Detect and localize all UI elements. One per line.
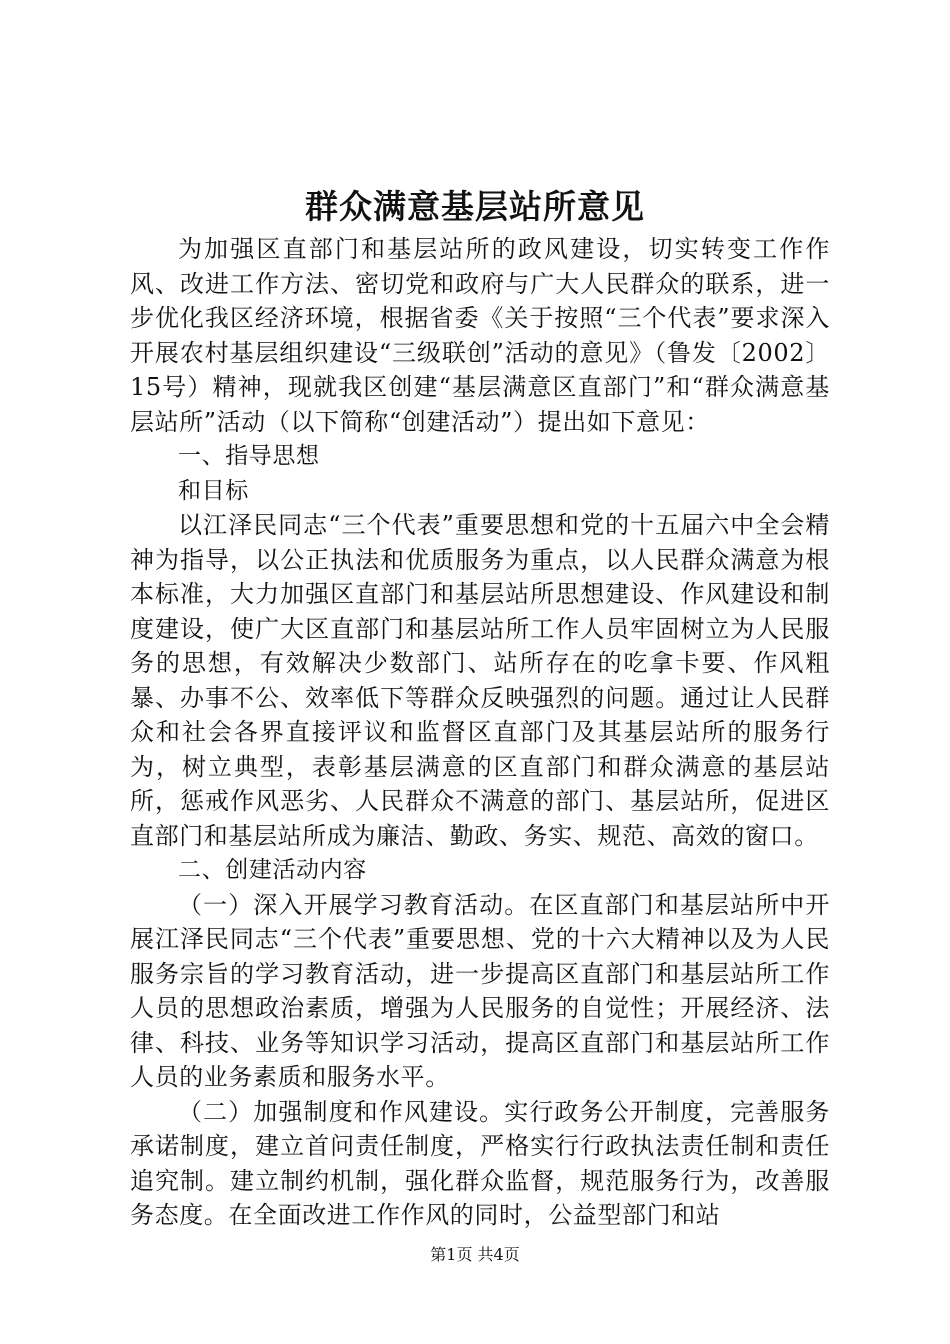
intro-paragraph: 为加强区直部门和基层站所的政风建设，切实转变工作作风、改进工作方法、密切党和政府与广大人民群众的联系，进一步优化我区经济环境，根据省委《关于按照“三个代表”要求深入开展农村基层组织建设“三级联创”活动的意见》（鲁发〔2002〕15号）精神，现就我区创建“基层满意区直部门”和“群众满意基层站所”活动（以下简称“创建活动”）提出如下意见： [130,235,830,436]
section-heading-activity-content: 二、创建活动内容 [178,857,367,883]
guiding-ideology-paragraph: 以江泽民同志“三个代表”重要思想和党的十五届六中全会精神为指导，以公正执法和优质服务为重点，以人民群众满意为根本标准，大力加强区直部门和基层站所思想建设、作风建设和制度建设，使广大区直部门和基层站所工作人员牢固树立为人民服务的思想，有效解决少数部门、站所存在的吃拿卡要、作风粗暴、办事不公、效率低下等群众反映强烈的问题。通过让人民群众和社会各界直接评议和监督区直部门及其基层站所的服务行为，树立典型，表彰基层满意的区直部门和群众满意的基层站所，惩戒作风恶劣、人民群众不满意的部门、基层站所，促进区直部门和基层站所成为廉洁、勤政、务实、规范、高效的窗口。 [130,511,830,850]
study-education-paragraph: （一）深入开展学习教育活动。在区直部门和基层站所中开展江泽民同志“三个代表”重要思想、党的十六大精神以及为人民服务宗旨的学习教育活动，进一步提高区直部门和基层站所工作人员的思想政治素质，增强为人民服务的自觉性；开展经济、法律、科技、业务等知识学习活动，提高区直部门和基层站所工作人员的业务素质和服务水平。 [130,890,830,1091]
system-style-paragraph: （二）加强制度和作风建设。实行政务公开制度，完善服务承诺制度，建立首问责任制度，严格实行行政执法责任制和责任追究制。建立制约机制，强化群众监督，规范服务行为，改善服务态度。在全面改进工作作风的同时，公益型部门和站 [130,1097,830,1229]
page-number-footer: 第1页 共4页 [430,1245,520,1264]
page-title: 群众满意基层站所意见 [305,187,645,226]
section-heading-guiding-ideology: 一、指导思想 [178,443,320,469]
document-body [130,232,830,1233]
section-heading-goals: 和目标 [178,477,249,504]
